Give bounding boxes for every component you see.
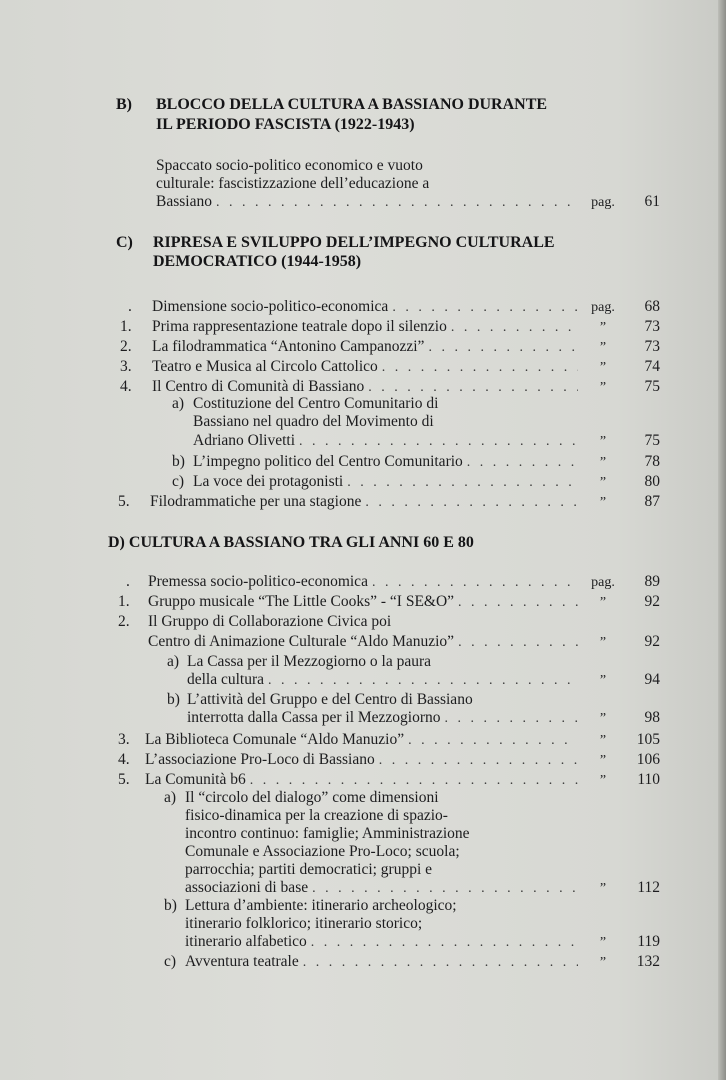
section-b-entry-line-1: Spaccato socio-politico economico e vuoto	[156, 157, 423, 174]
section-d-entry-2b-line-1: L’attività del Gruppo e del Centro di Bassiano	[187, 691, 473, 708]
section-b-heading	[116, 95, 132, 114]
page-number: 78	[644, 453, 660, 470]
entry-number: 2.	[118, 613, 130, 630]
page-number: 73	[644, 318, 660, 335]
entry-number: 1.	[120, 318, 132, 335]
page-number: 94	[644, 671, 660, 688]
page-number: 92	[644, 593, 660, 610]
dot-leader	[372, 573, 578, 593]
dot-leader	[311, 933, 578, 953]
section-c-sub-a-line-2: Bassiano nel quadro del Movimento di	[193, 413, 434, 430]
section-d-entry-3: La Biblioteca Comunale “Aldo Manuzio” . . . ” 105	[145, 730, 660, 750]
sub-label: a)	[172, 395, 185, 412]
section-d-entry-5c: Avventura teatrale . . . ” 132	[185, 952, 660, 972]
section-b-letter: B)	[116, 96, 132, 113]
section-d-entry-4: L’associazione Pro-Loco di Bassiano . . . ” 106	[145, 750, 660, 770]
page-number: 75	[644, 378, 660, 395]
dot-leader	[303, 953, 578, 973]
section-b-entry-line-2: culturale: fascistizzazione dell’educazione a	[156, 175, 430, 192]
section-c-sub-b: L’impegno politico del Centro Comunitario . . . ” 78	[193, 452, 660, 472]
section-d-entry-5a-line-2: fisico-dinamica per la creazione di spazio-	[185, 807, 448, 824]
section-c-entry: Dimensione socio-politico-economica . . . pag. 68	[152, 297, 660, 317]
sub-label: b)	[167, 691, 180, 708]
section-c-entry: Il Centro di Comunità di Bassiano . . . ” 75	[152, 377, 660, 397]
page-number: 119	[637, 933, 660, 950]
section-d-entry-5a-line-3: incontro continuo: famiglie; Amministrazione	[185, 825, 470, 842]
sub-label: c)	[172, 473, 185, 490]
dot-leader	[365, 493, 578, 513]
section-d-entry-5b-last-line: itinerario alfabetico . . . ” 119	[185, 932, 660, 952]
section-c-entry-5: Filodrammatiche per una stagione . . . ” 87	[150, 492, 660, 512]
page-number: 110	[637, 771, 660, 788]
section-d-premessa: Premessa socio-politico-economica . . . pag. 89	[148, 572, 660, 592]
section-c-title-line-1: RIPRESA E SVILUPPO DELL’IMPEGNO CULTURALE	[153, 234, 555, 251]
section-d-entry-2a-last-line: della cultura . . . ” 94	[187, 670, 660, 690]
entry-number: 5.	[118, 493, 130, 510]
section-d-entry-5a-line-5: parrocchia; partiti democratici; gruppi e	[185, 861, 433, 878]
dot-leader	[445, 709, 578, 729]
page-number: 73	[644, 338, 660, 355]
section-b-entry-last-line: Bassiano . . . pag. 61	[156, 192, 660, 212]
entry-number: 5.	[118, 771, 130, 788]
section-d-entry-1: Gruppo musicale “The Little Cooks” - “I SE&O” . . . ” 92	[148, 592, 660, 612]
dot-leader	[408, 731, 578, 751]
section-d-entry-5b-line-1: Lettura d’ambiente: itinerario archeologico;	[185, 897, 457, 914]
dot-leader	[451, 318, 578, 338]
section-c-letter: C)	[116, 234, 133, 251]
sub-label: a)	[164, 789, 177, 806]
page-number: 105	[636, 731, 660, 748]
section-d-entry-5a-line-4: Comunale e Associazione Pro-Loco; scuola;	[185, 843, 460, 860]
entry-number: 2.	[120, 338, 132, 355]
entry-number: 3.	[118, 731, 130, 748]
section-d-entry-5b-line-2: itinerario folklorico; itinerario storico;	[185, 915, 423, 932]
page-number: 80	[644, 473, 660, 490]
entry-number: 3.	[120, 358, 132, 375]
dot-leader	[382, 358, 578, 378]
section-c-sub-a-line-1: Costituzione del Centro Comunitario di	[193, 395, 439, 412]
entry-number: .	[128, 298, 132, 315]
section-b-title-line-1: BLOCCO DELLA CULTURA A BASSIANO DURANTE	[156, 96, 548, 113]
dot-leader	[216, 193, 578, 213]
dot-leader	[428, 338, 578, 358]
dot-leader	[347, 473, 578, 493]
section-d-entry-2b-last-line: interrotta dalla Cassa per il Mezzogiorno . . . ” 98	[187, 708, 660, 728]
section-d-entry-2a-line-1: La Cassa per il Mezzogiorno o la paura	[187, 653, 432, 670]
section-c-entry: Teatro e Musica al Circolo Cattolico . . . ” 74	[152, 357, 660, 377]
page-number: 74	[644, 358, 660, 375]
section-c-title-line-2: DEMOCRATICO (1944-1958)	[153, 253, 362, 270]
entry-number: .	[126, 573, 130, 590]
page-number: 98	[644, 709, 660, 726]
dot-leader	[299, 432, 578, 452]
sub-label: b)	[164, 897, 177, 914]
dot-leader	[379, 751, 578, 771]
section-d-heading: D) CULTURA A BASSIANO TRA GLI ANNI 60 E 80	[108, 534, 474, 551]
entry-number: 1.	[118, 593, 130, 610]
sub-label: b)	[172, 453, 185, 470]
page-number: 61	[644, 193, 660, 210]
sub-label: c)	[164, 953, 177, 970]
section-c-entry: Prima rappresentazione teatrale dopo il silenzio . . . ” 73	[152, 317, 660, 337]
section-c-sub-c: La voce dei protagonisti . . . ” 80	[193, 472, 660, 492]
entry-number: 4.	[120, 378, 132, 395]
book-spine-shadow	[718, 0, 726, 1080]
page-number: 106	[636, 751, 660, 768]
section-d-entry-5a-line-1: Il “circolo del dialogo” come dimensioni	[185, 789, 439, 806]
section-d-entry-2-last-line: Centro di Animazione Culturale “Aldo Manuzio” . . . ” 92	[148, 632, 660, 652]
page-number: 87	[644, 493, 660, 510]
page-number: 92	[644, 633, 660, 650]
dot-leader	[392, 298, 578, 318]
page-number: 112	[637, 879, 660, 896]
dot-leader	[268, 671, 578, 691]
dot-leader	[467, 453, 578, 473]
dot-leader	[458, 633, 578, 653]
section-b-title-line-2: IL PERIODO FASCISTA (1922-1943)	[156, 116, 415, 133]
sub-label: a)	[167, 653, 180, 670]
page-number: 89	[644, 573, 660, 590]
section-c-sub-a-last-line: Adriano Olivetti . . . ” 75	[193, 431, 660, 451]
section-d-entry-5: La Comunità b6 . . . ” 110	[145, 770, 660, 790]
section-d-entry-2-line-1: Il Gruppo di Collaborazione Civica poi	[148, 613, 392, 630]
entry-number: 4.	[118, 751, 130, 768]
page-number: 68	[644, 298, 660, 315]
section-d-entry-5a-last-line: associazioni di base . . . ” 112	[185, 878, 660, 898]
section-c-entry: La filodrammatica “Antonino Campanozzi” . . . ” 73	[152, 337, 660, 357]
dot-leader	[458, 593, 578, 613]
page-number: 132	[636, 953, 660, 970]
page-number: 75	[644, 432, 660, 449]
